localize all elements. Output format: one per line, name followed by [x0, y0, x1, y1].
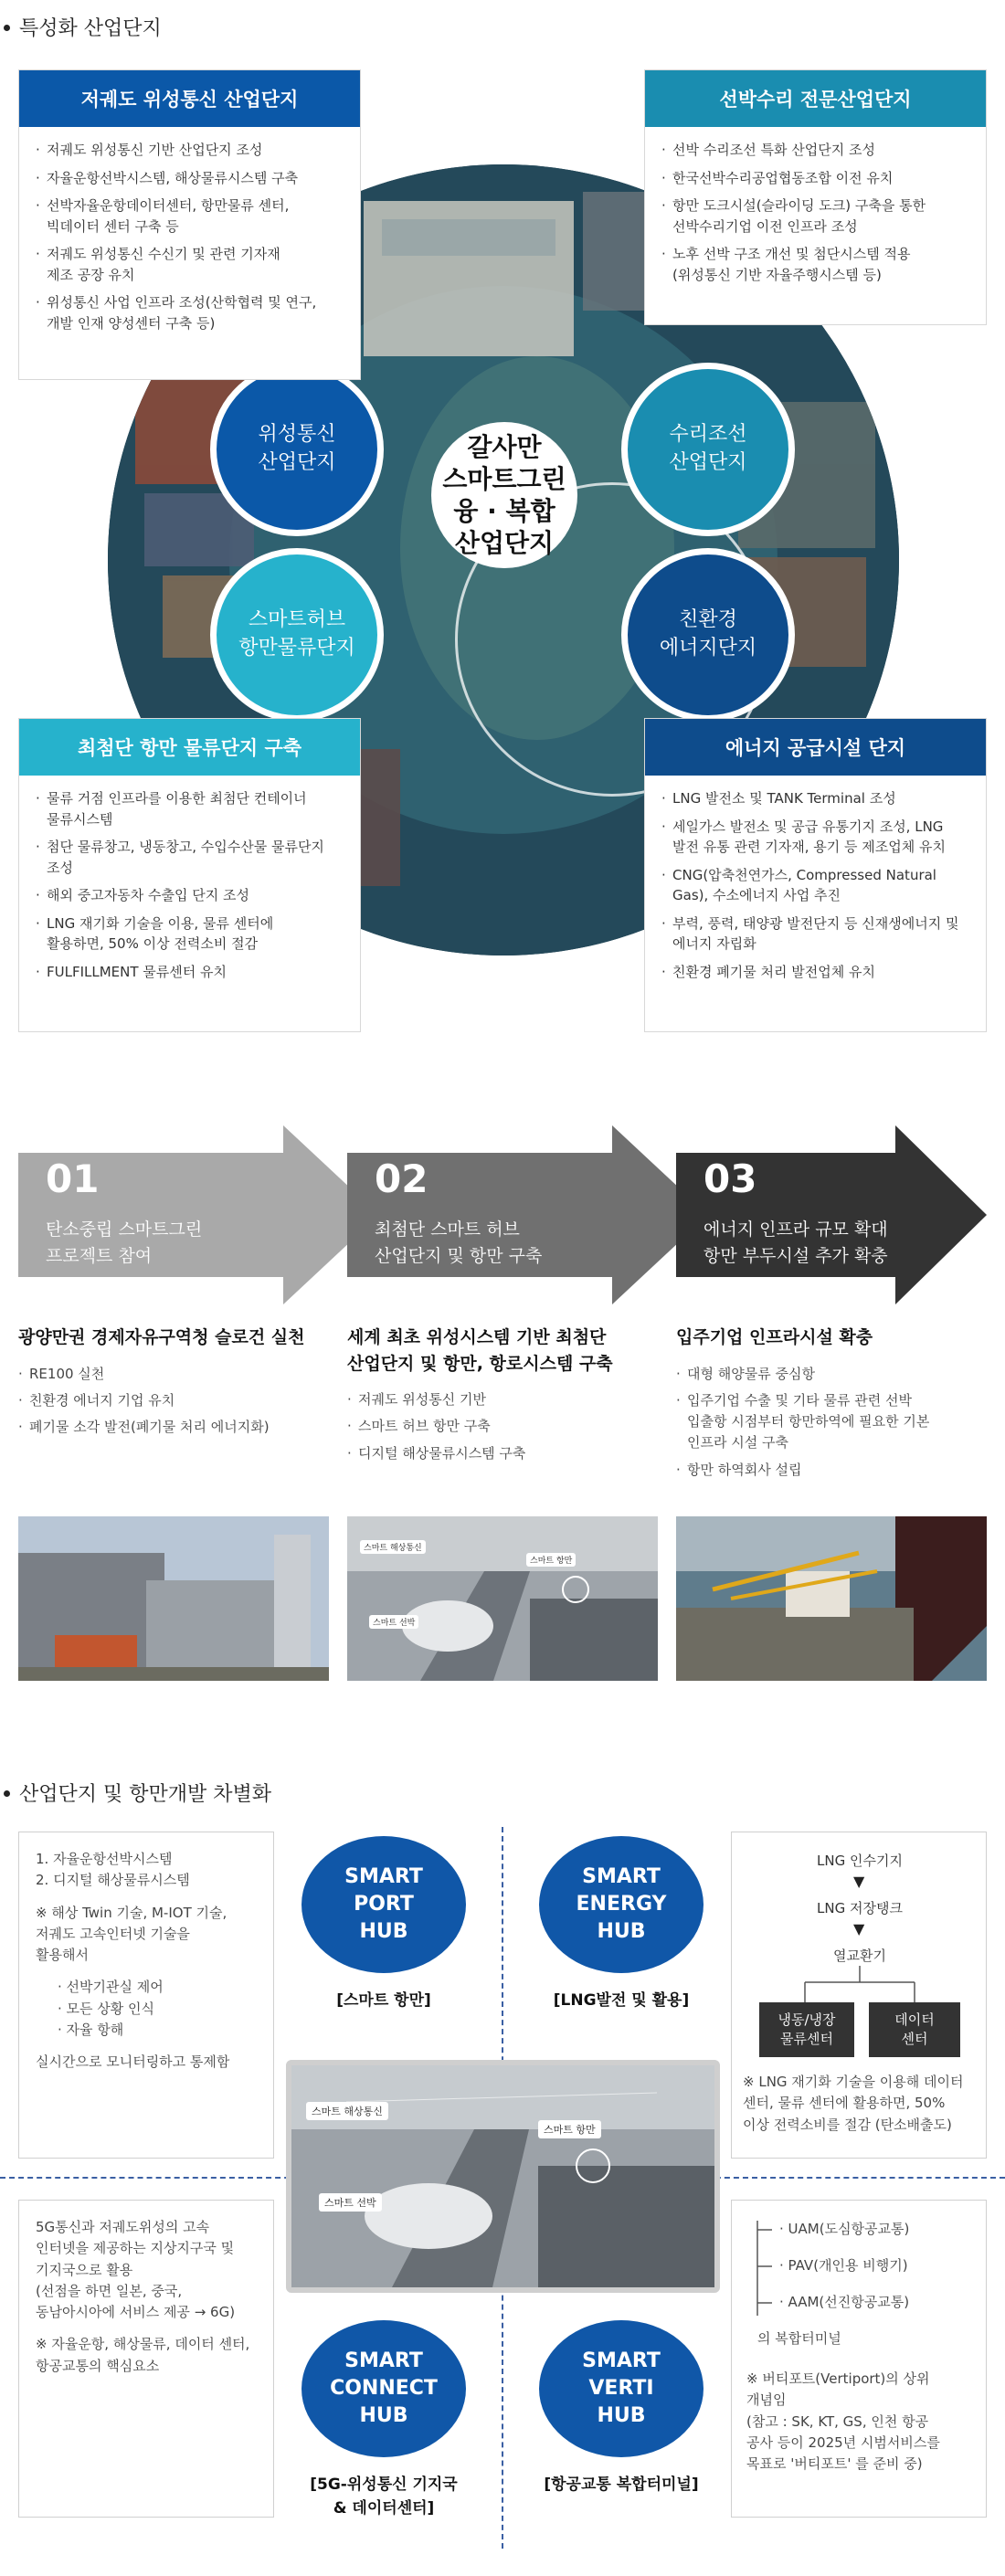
bubble-eco-energy: 친환경 에너지단지: [621, 548, 795, 722]
list-item: · 위성통신 사업 인프라 조성(산학협력 및 연구, 개발 인재 양성센터 구축 등): [36, 292, 344, 333]
card-list: [645, 127, 986, 301]
list-item: · 스마트 허브 항만 구축: [347, 1416, 676, 1437]
bullet-dot-icon: [4, 1790, 10, 1797]
column-title: 세계 최초 위성시스템 기반 최첨단 산업단지 및 항만, 항로시스템 구축: [347, 1327, 613, 1374]
note-text: ※ 버티포트(Vertiport)의 상위 개념임 (참고 : SK, KT, GS, 인천 항공 공사 등이 2025년 시범서비스를 목표로 '버티포트' 를 준비 중): [746, 2370, 940, 2472]
photo-smart-port-concept: [347, 1516, 658, 1681]
card-list: [19, 127, 360, 350]
list-item: · FULFILLMENT 물류센터 유치: [36, 962, 344, 983]
step-arrow-02: [347, 1125, 662, 1304]
step-arrow-01: [18, 1125, 333, 1304]
column-list: [18, 1364, 347, 1439]
flow-connector-icon: [732, 1966, 988, 2002]
section1-title: 특성화 산업단지: [0, 13, 162, 41]
photo-tag: 스마트 선박: [319, 2193, 382, 2212]
hub-caption: [스마트 항만]: [336, 1991, 431, 2010]
list-item: · 저궤도 위성통신 기반: [347, 1389, 676, 1410]
photo-ship-dock: [676, 1516, 987, 1681]
card-satellite-industrial: [18, 69, 361, 380]
list-item: · 대형 해양물류 중심항: [676, 1364, 1005, 1385]
list-item: · 부력, 풍력, 태양광 발전단지 등 신재생에너지 및 에너지 자립화: [661, 913, 969, 955]
list-item: · 저궤도 위성통신 수신기 및 관련 기자재 제조 공장 유치: [36, 244, 344, 285]
card-list: [19, 776, 360, 998]
list-item: · LNG 발전소 및 TANK Terminal 조성: [661, 788, 969, 809]
hub-caption: [항공교통 복합터미널]: [544, 2476, 699, 2494]
list-item: · 모든 상황 인식: [58, 2000, 155, 2017]
step-number: 01: [46, 1156, 100, 1201]
photo-waste-plant: [18, 1516, 329, 1681]
smart-hub-illustration: [291, 2065, 714, 2287]
center-title-circle: 갈사만 스마트그린 융 · 복합 산업단지: [431, 422, 577, 568]
list-item: · 항만 도크시설(슬라이딩 도크) 구축을 통한 선박수리기업 이전 인프라 조성: [661, 195, 969, 237]
column-list: [347, 1389, 676, 1464]
list-item: · RE100 실천: [18, 1364, 347, 1385]
card-list: [645, 776, 986, 998]
flow-node: 열교환기: [833, 1948, 886, 1964]
photo-tag: 스마트 해상통신: [306, 2102, 388, 2120]
photo-tag: 스마트 해상통신: [360, 1540, 426, 1554]
bubble-smart-hub-logistics: 스마트허브 항만물류단지: [210, 548, 384, 722]
hub-smart-connect: SMART CONNECT HUB: [302, 2320, 466, 2457]
ship-dock-illustration: [676, 1516, 987, 1681]
text-line: 1. 자율운항선박시스템: [36, 1851, 173, 1867]
photo-smart-hub-concept: [286, 2060, 720, 2293]
list-item: · 폐기물 소각 발전(폐기물 처리 에너지화): [18, 1417, 347, 1438]
arrow-down-icon: ▼: [853, 1873, 865, 1890]
box-cold-storage: 냉동/냉장 물류센터: [759, 2002, 854, 2057]
list-item: · 물류 거점 인프라를 이용한 최첨단 컨테이너 물류시스템: [36, 788, 344, 829]
bubble-ship-repair: 수리조선 산업단지: [621, 363, 795, 536]
box-satellite-system: [18, 1832, 274, 2159]
note-text: ※ 해상 Twin 기술, M-IOT 기술, 저궤도 고속인터넷 기술을 활용해서: [36, 1904, 227, 1963]
list-item: · CNG(압축천연가스, Compressed Natural Gas), 수소에너지 사업 추진: [661, 865, 969, 906]
note-text: ※ LNG 재기화 기술을 이용해 데이터 센터, 물류 센터에 활용하면, 50% 이상 전력소비를 절감 (탄소배출도): [743, 2074, 964, 2133]
column-title: 입주기업 인프라시설 확충: [676, 1327, 873, 1347]
column-title: 광양만권 경제자유구역청 슬로건 실천: [18, 1327, 305, 1347]
list-item: · 디지털 해상물류시스템 구축: [347, 1443, 676, 1464]
photo-tag: 스마트 선박: [369, 1615, 418, 1629]
column-list: [676, 1364, 1005, 1481]
card-energy-supply: [644, 718, 987, 1032]
list-item: · 저궤도 위성통신 기반 산업단지 조성: [36, 140, 344, 161]
box-data-center: 데이터 센터: [869, 2002, 960, 2057]
arrow-shape: [18, 1125, 379, 1304]
card-header: 선박수리 전문산업단지: [645, 70, 986, 127]
hub-caption: [5G-위성통신 기지국 & 데이터센터]: [310, 2476, 458, 2518]
tail-text: 의 복합터미널: [757, 2330, 841, 2347]
step-column-01: [18, 1325, 347, 1443]
list-item: · PAV(개인용 비행기): [779, 2257, 908, 2274]
bracket-icon: [748, 2221, 776, 2330]
card-header: 에너지 공급시설 단지: [645, 719, 986, 776]
photo-tag: 스마트 항만: [526, 1553, 576, 1567]
list-item: · 친환경 폐기물 처리 발전업체 유치: [661, 962, 969, 983]
list-item: · 자율 항해: [58, 2021, 124, 2038]
list-item: · 해외 중고자동차 수출입 단지 조성: [36, 885, 344, 906]
list-item: · 자율운항선박시스템, 해상물류시스템 구축: [36, 168, 344, 189]
card-port-logistics: [18, 718, 361, 1032]
step-column-02: [347, 1325, 676, 1470]
hub-smart-port: SMART PORT HUB: [302, 1836, 466, 1973]
tail-text: 실시간으로 모니터링하고 통제함: [36, 2053, 230, 2070]
list-item: · UAM(도심항공교통): [779, 2221, 910, 2237]
note-text: ※ 자율운항, 해상물류, 데이터 센터, 항공교통의 핵심요소: [36, 2336, 250, 2374]
hub-smart-verti: SMART VERTI HUB: [539, 2320, 704, 2457]
list-item: · 입주기업 수출 및 기타 물류 관련 선박 입출항 시점부터 항만하역에 필요한 기본 인프라 시설 구축: [676, 1390, 1005, 1454]
list-item: · 노후 선박 구조 개선 및 첨단시스템 적용 (위성통신 기반 자율주행시스템 등): [661, 244, 969, 285]
list-item: · 선박자율운항데이터센터, 항만물류 센터, 빅데이터 센터 구축 등: [36, 195, 344, 237]
box-air-mobility: [731, 2200, 987, 2518]
section3-title: 산업단지 및 항만개발 차별화: [0, 1779, 271, 1807]
list-item: · 선박기관실 제어: [58, 1979, 164, 1996]
step-number: 02: [375, 1156, 428, 1201]
list-item: · 항만 하역회사 설립: [676, 1460, 1005, 1481]
hub-smart-energy: SMART ENERGY HUB: [539, 1836, 704, 1973]
box-5g-satellite: [18, 2200, 274, 2518]
list-item: · LNG 재기화 기술을 이용, 물류 센터에 활용하면, 50% 이상 전력소비 절감: [36, 913, 344, 955]
box-lng-flow: [731, 1832, 987, 2159]
list-item: · 첨단 물류창고, 냉동창고, 수입수산물 물류단지 조성: [36, 837, 344, 878]
list-item: · 한국선박수리공업협동조합 이전 유치: [661, 168, 969, 189]
step-column-03: [676, 1325, 1005, 1486]
arrow-shape: [347, 1125, 708, 1304]
arrow-shape: [676, 1125, 987, 1304]
step-arrow-03: [676, 1125, 991, 1304]
card-header: 저궤도 위성통신 산업단지: [19, 70, 360, 127]
step-label: 최첨단 스마트 허브 산업단지 및 항만 구축: [375, 1219, 543, 1266]
photo-tag: 스마트 항만: [538, 2120, 601, 2138]
waste-plant-illustration: [18, 1516, 329, 1681]
step-label: 탄소중립 스마트그린 프로젝트 참여: [46, 1219, 203, 1266]
body-text: 5G통신과 저궤도위성의 고속 인터넷을 제공하는 지상지구국 및 기지국으로 활용 (선점을 하면 일본, 중국, 동남아시아에 서비스 제공 → 6G): [36, 2219, 236, 2320]
list-item: · AAM(선진항공교통): [779, 2294, 910, 2310]
text-line: 2. 디지털 해상물류시스템: [36, 1872, 190, 1889]
flow-node: LNG 저장탱크: [817, 1900, 903, 1916]
list-item: · 세일가스 발전소 및 공급 유통기지 조성, LNG 발전 유통 관련 기자재, 용기 등 제조업체 유치: [661, 817, 969, 858]
card-header: 최첨단 항만 물류단지 구축: [19, 719, 360, 776]
step-label: 에너지 인프라 규모 확대 항만 부두시설 추가 확충: [704, 1219, 888, 1266]
bubble-satellite-industrial: 위성통신 산업단지: [210, 363, 384, 536]
step-number: 03: [704, 1156, 757, 1201]
flow-node: LNG 인수기지: [817, 1853, 903, 1869]
arrow-down-icon: ▼: [853, 1920, 865, 1937]
hub-caption: [LNG발전 및 활용]: [553, 1991, 690, 2010]
bullet-dot-icon: [4, 25, 10, 31]
list-item: · 친환경 에너지 기업 유치: [18, 1390, 347, 1411]
list-item: · 선박 수리조선 특화 산업단지 조성: [661, 140, 969, 161]
card-ship-repair: [644, 69, 987, 325]
